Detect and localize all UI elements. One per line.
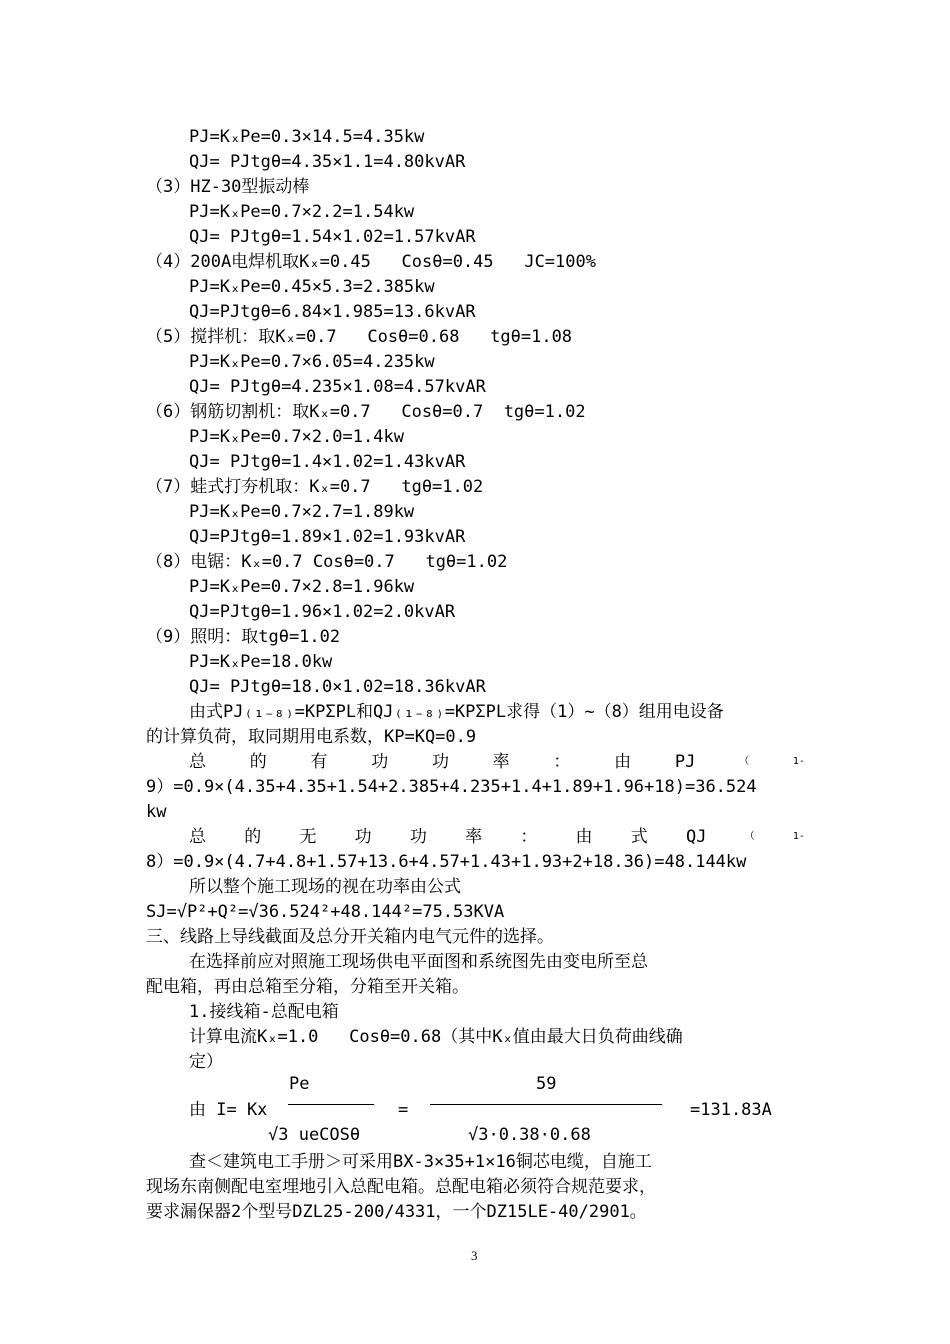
spread-char: ： <box>520 827 538 847</box>
spread-char: 1- <box>792 831 805 842</box>
formula-numerator: 59 <box>536 1074 557 1094</box>
spread-char: 功 <box>371 752 389 772</box>
spread-char: 式 <box>630 827 648 847</box>
formula-equals: = <box>398 1100 409 1120</box>
fraction-bar <box>288 1104 374 1105</box>
text-line: QJ=PJtgθ=6.84×1.985=13.6kvAR <box>189 302 476 322</box>
paragraph-line: 查＜建筑电工手册＞可采用BX-3×35+1×16铜芯电缆，自施工 <box>189 1152 652 1172</box>
justified-row <box>189 751 805 773</box>
section-heading: （9）照明：取tgθ=1.02 <box>146 627 341 647</box>
paragraph-line: 配电箱，再由总箱至分箱，分箱至开关箱。 <box>146 977 469 997</box>
spread-char: 由 <box>575 827 593 847</box>
justified-row <box>189 826 805 848</box>
paragraph-line: 所以整个施工现场的视在功率由公式 <box>189 877 461 897</box>
spread-char: 总 <box>189 827 206 847</box>
text-line: QJ= PJtgθ=4.35×1.1=4.80kvAR <box>189 152 466 172</box>
spread-char: 的 <box>244 827 262 847</box>
spread-char: 的 <box>249 752 267 772</box>
section-heading: （3）HZ-30型振动棒 <box>146 177 310 197</box>
section-heading: （5）搅拌机：取Kₓ=0.7 Cosθ=0.68 tgθ=1.08 <box>146 327 573 347</box>
text-line: PJ=KₓPe=0.7×2.0=1.4kw <box>189 427 404 447</box>
text-line: PJ=KₓPe=0.7×2.7=1.89kw <box>189 502 415 522</box>
section-heading: 三、线路上导线截面及总分开关箱内电气元件的选择。 <box>146 927 554 947</box>
formula-denominator: √3·0.38·0.68 <box>468 1125 591 1145</box>
spread-char: 功 <box>354 827 372 847</box>
spread-char: （ <box>744 831 755 842</box>
formula-prefix: 由 I= Kx <box>189 1100 268 1120</box>
text-line: PJ=KₓPe=0.7×2.2=1.54kw <box>189 202 415 222</box>
spread-char: 功 <box>409 827 427 847</box>
text-line: QJ= PJtgθ=1.54×1.02=1.57kvAR <box>189 227 476 247</box>
spread-char: 1- <box>792 756 805 767</box>
text-line: PJ=KₓPe=0.45×5.3=2.385kw <box>189 277 435 297</box>
paragraph-line: 由式PJ₍₁₋₈₎=KPΣPL和QJ₍₁₋₈₎=KPΣPL求得（1）~（8）组用电设备 <box>189 702 724 722</box>
spread-char: 率 <box>465 827 483 847</box>
text-line: QJ= PJtgθ=1.4×1.02=1.43kvAR <box>189 452 466 472</box>
spread-char: 总 <box>189 752 206 772</box>
section-heading: （8）电锯：Kₓ=0.7 Cosθ=0.7 tgθ=1.02 <box>146 552 508 572</box>
formula-result: =131.83A <box>690 1100 772 1120</box>
paragraph-line: 现场东南侧配电室埋地引入总配电箱。总配电箱必须符合规范要求， <box>146 1177 656 1197</box>
text-line: QJ=PJtgθ=1.89×1.02=1.93kvAR <box>189 527 466 547</box>
spread-char: 功 <box>431 752 449 772</box>
section-heading: （6）钢筋切割机：取Kₓ=0.7 Cosθ=0.7 tgθ=1.02 <box>146 402 586 422</box>
page-number: 3 <box>471 1248 478 1263</box>
paragraph-line: SJ=√P²+Q²=√36.524²+48.144²=75.53KVA <box>146 902 505 922</box>
text-line: QJ= PJtgθ=18.0×1.02=18.36kvAR <box>189 677 486 697</box>
section-heading: （4）200A电焊机取Kₓ=0.45 Cosθ=0.45 JC=100% <box>146 252 596 272</box>
paragraph-line: 定） <box>189 1052 223 1072</box>
spread-char: 有 <box>310 752 328 772</box>
spread-char: PJ <box>674 752 696 772</box>
paragraph-line: 计算电流Kₓ=1.0 Cosθ=0.68（其中Kₓ值由最大日负荷曲线确 <box>189 1027 683 1047</box>
spread-char: QJ <box>685 827 707 847</box>
paragraph-line: 在选择前应对照施工现场供电平面图和系统图先由变电所至总 <box>189 952 648 972</box>
section-heading: （7）蛙式打夯机取：Kₓ=0.7 tgθ=1.02 <box>146 477 484 497</box>
formula-denominator: √3 ueCOSθ <box>268 1125 361 1145</box>
spread-char: （ <box>739 756 750 767</box>
paragraph-line: 9）=0.9×(4.35+4.35+1.54+2.385+4.235+1.4+1.89+1.96+18)=36.524 <box>146 777 757 797</box>
paragraph-line: 要求漏保器2个型号DZL25-200/4331，一个DZ15LE-40/2901。 <box>146 1202 647 1222</box>
subsection-heading: 1.接线箱-总配电箱 <box>189 1002 339 1022</box>
text-line: PJ=KₓPe=0.3×14.5=4.35kw <box>189 127 425 147</box>
spread-char: 由 <box>614 752 632 772</box>
paragraph-line: 8）=0.9×(4.7+4.8+1.57+13.6+4.57+1.43+1.93+2+18.36)=48.144kw <box>146 852 747 872</box>
paragraph-line: kw <box>146 802 167 822</box>
text-line: QJ= PJtgθ=4.235×1.08=4.57kvAR <box>189 377 486 397</box>
text-line: PJ=KₓPe=18.0kw <box>189 652 333 672</box>
spread-char: 率 <box>492 752 510 772</box>
spread-char: 无 <box>299 827 317 847</box>
fraction-bar <box>430 1104 662 1105</box>
formula-numerator: Pe <box>289 1074 310 1094</box>
text-line: PJ=KₓPe=0.7×6.05=4.235kw <box>189 352 435 372</box>
text-line: QJ=PJtgθ=1.96×1.02=2.0kvAR <box>189 602 456 622</box>
text-line: PJ=KₓPe=0.7×2.8=1.96kw <box>189 577 415 597</box>
spread-char: ： <box>553 752 571 772</box>
paragraph-line: 的计算负荷，取同期用电系数，KP=KQ=0.9 <box>146 727 477 747</box>
